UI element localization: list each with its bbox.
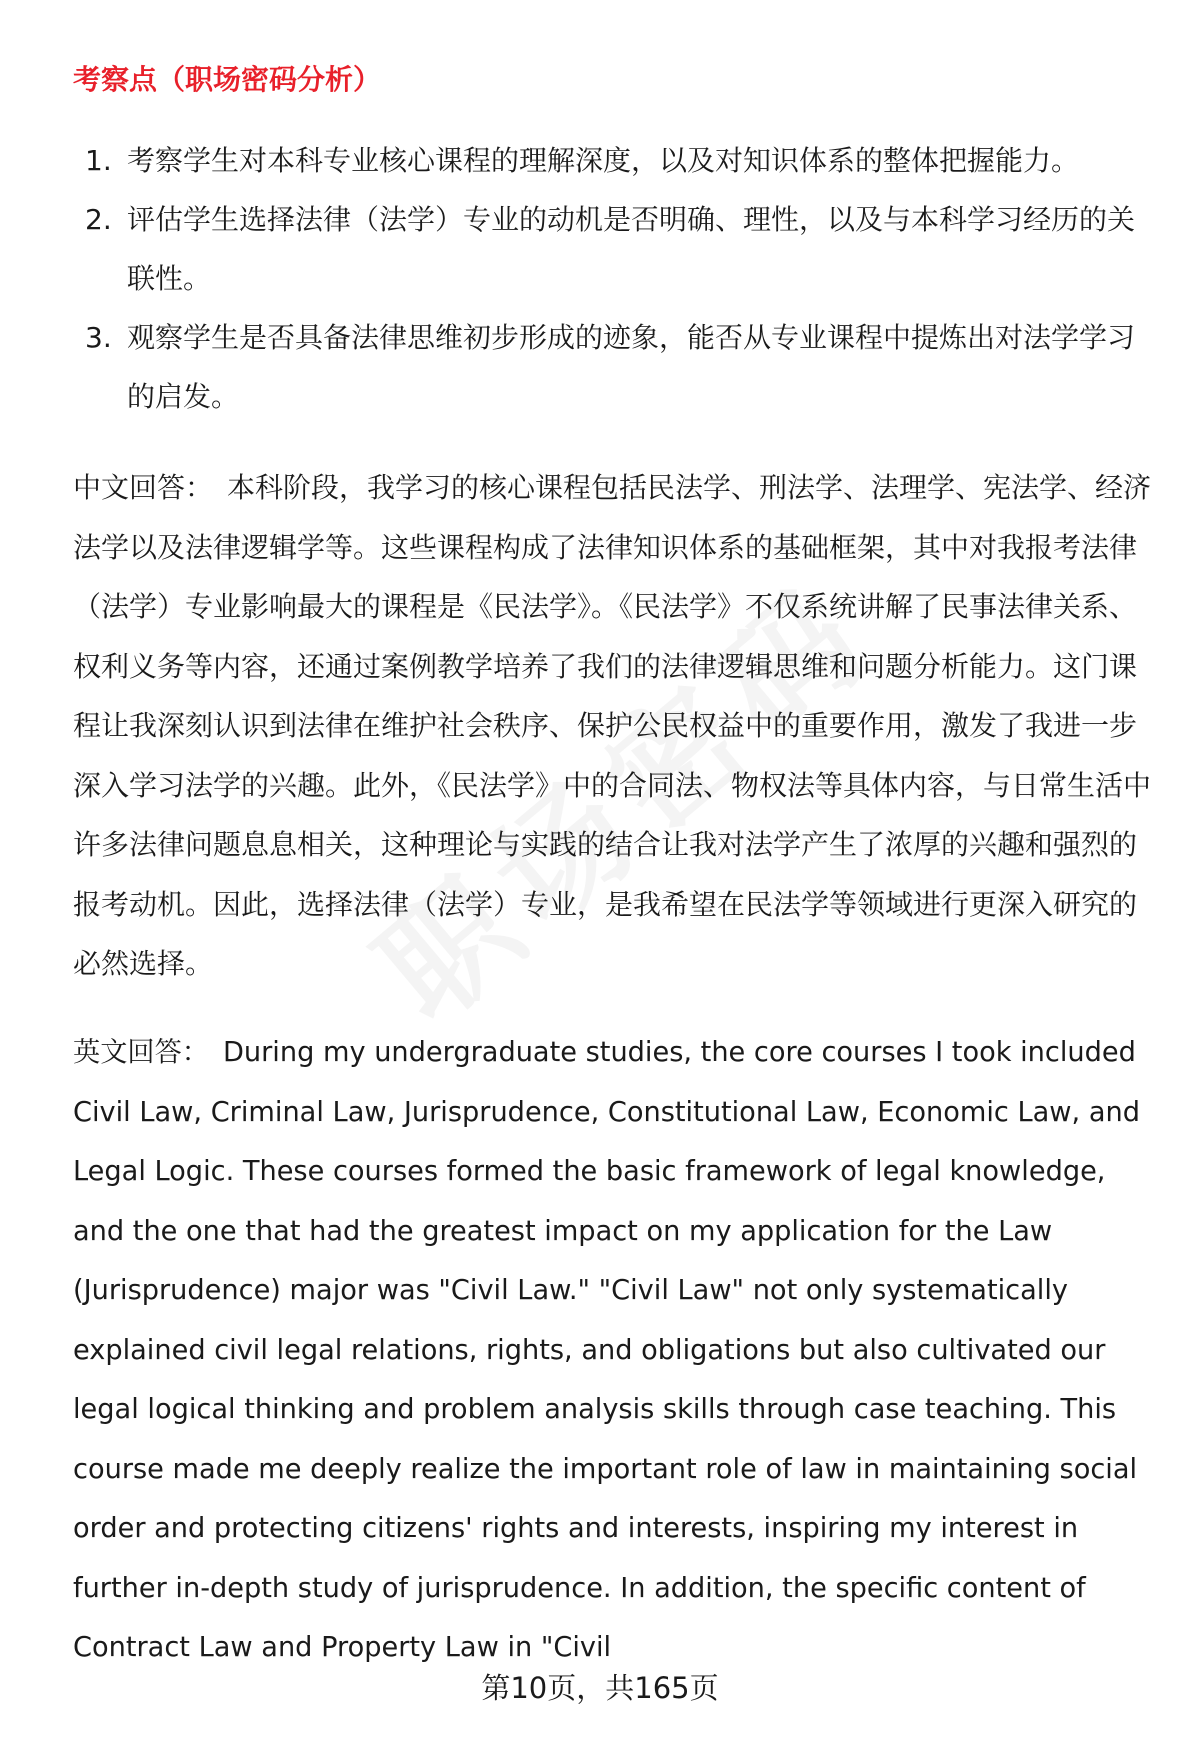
english-answer-label: 英文回答：: [73, 1037, 209, 1068]
assessment-point: [73, 131, 1153, 190]
assessment-point: [73, 190, 1153, 308]
assessment-point: [73, 308, 1153, 426]
chinese-answer: [73, 458, 1153, 994]
point-number: 3.: [85, 321, 112, 354]
point-text: 观察学生是否具备法律思维初步形成的迹象，能否从专业课程中提炼出对法学学习的启发。: [127, 321, 1136, 413]
page-number: 第10页，共165页: [481, 1671, 719, 1705]
chinese-answer-text: 本科阶段，我学习的核心课程包括民法学、刑法学、法理学、宪法学、经济法学以及法律逻辑学等。这些课程构成了法律知识体系的基础框架，其中对我报考法律（法学）专业影响最大的课程是《民法学》。《民法学》不仅系统讲解了民事法律关系、权利义务等内容，还通过案例教学培养了我们的法律逻辑思维和问题分析能力。这门课程让我深刻认识到法律在维护社会秩序、保护公民权益中的重要作用，激发了我进一步深入学习法学的兴趣。此外，《民法学》中的合同法、物权法等具体内容，与日常生活中许多法律问题息息相关，这种理论与实践的结合让我对法学产生了浓厚的兴趣和强烈的报考动机。因此，选择法律（法学）专业，是我希望在民法学等领域进行更深入研究的必然选择。: [73, 471, 1152, 980]
section-title: 考察点（职场密码分析）: [73, 63, 382, 96]
english-answer: [73, 1023, 1153, 1678]
point-number: 2.: [85, 203, 112, 236]
point-text: 考察学生对本科专业核心课程的理解深度，以及对知识体系的整体把握能力。: [127, 144, 1080, 177]
english-answer-text: During my undergraduate studies, the core courses I took included Civil Law, Criminal Law, Jurisprudence, Constitutional Law, Economic Law, and Legal Logic. These courses formed the basic framework of legal knowledge, and the one that had the greatest impact on my application for the Law (Jurisprudence) major was "Civil Law." "Civil Law" not only systematically explained civil legal relations, rights, and obligations but also cultivated our legal logical thinking and problem analysis skills through case teaching. This course made me deeply realize the important role of law in maintaining social order and protecting citizens' rights and interests, inspiring my interest in further in-depth study of jurisprudence. In addition, the specific content of Contract Law and Property Law in "Civil: [73, 1037, 1140, 1663]
assessment-points-list: [73, 131, 1153, 426]
point-number: 1.: [85, 144, 112, 177]
chinese-answer-label: 中文回答：: [73, 471, 214, 504]
point-text: 评估学生选择法律（法学）专业的动机是否明确、理性，以及与本科学习经历的关联性。: [127, 203, 1136, 295]
